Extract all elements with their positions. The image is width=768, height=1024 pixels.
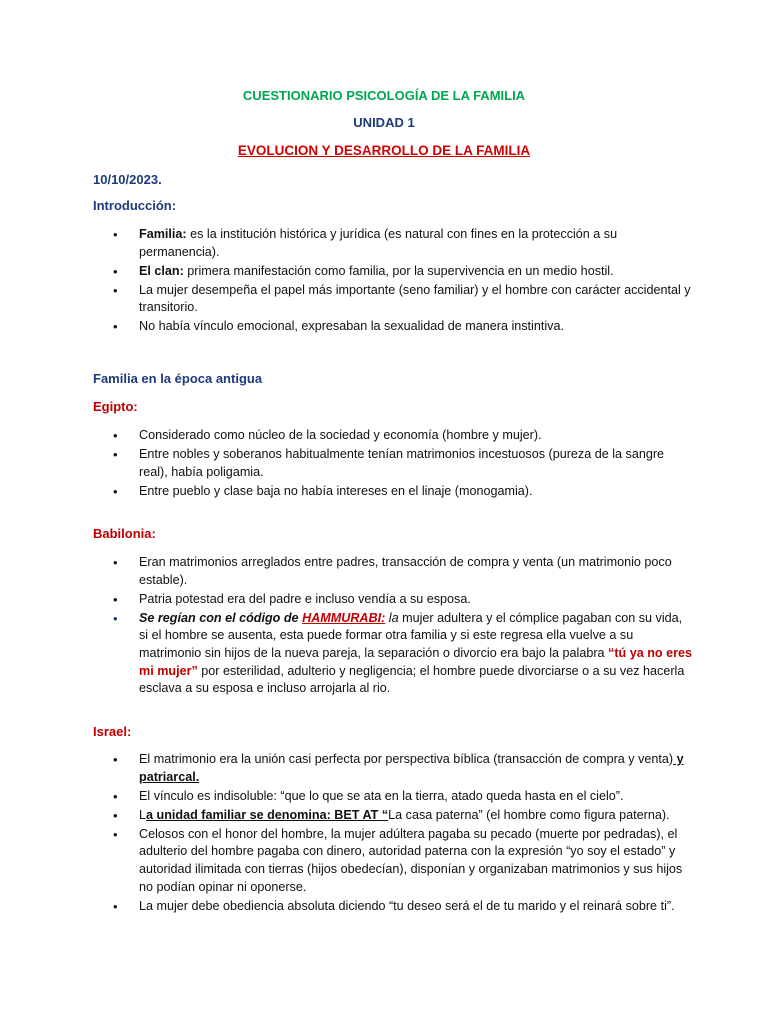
item-text: por esterilidad, adulterio y negligencia; el hombre puede divorciarse o a su vez hacerla esclava a su esposa e incluso arrojarla al rio. <box>139 663 685 696</box>
list-item <box>93 751 693 786</box>
egypt-heading: Egipto: <box>93 399 138 414</box>
code-prefix: Se regían con el código de <box>139 610 303 625</box>
item-text: L <box>139 807 147 822</box>
babylon-list <box>93 554 693 699</box>
item-text: La mujer desempeña el papel más importante (seno familiar) y el hombre con carácter accidental y transitorio. <box>139 282 691 315</box>
bet-at-label: a unidad familiar se denomina: BET AT “ <box>146 807 389 822</box>
list-item: • Eran matrimonios arreglados entre padres, transacción de compra y venta (un matrimonio poco estable). <box>93 554 693 589</box>
list-item: • Celosos con el honor del hombre, la mujer adúltera pagaba su pecado (muerte por pedradas), el adulterio del hombre pagaba con dinero, autoridad paterna con la expresión “yo soy el estado” y autoridad ilimitada con tierras (hijos obedecían), disponían y organizaban matrimonios y sus hijos no podían opinar ni oponerse. <box>93 826 693 896</box>
list-item: • Entre pueblo y clase baja no había intereses en el linaje (monogamia). <box>93 483 693 501</box>
egypt-list <box>93 427 693 502</box>
list-item <box>93 226 693 261</box>
list-item: • Entre nobles y soberanos habitualmente tenían matrimonios incestuosos (pureza de la sangre real), había poligamia. <box>93 446 693 481</box>
item-text: es la institución histórica y jurídica (es natural con fines en la protección a su permanencia). <box>139 227 618 259</box>
item-text: mujer adultera y el cómplice pagaban con su vida, si el hombre se ausenta, esta puede formar otra familia y si este regresa ella vuelve a su matrimonio sin hijos de la nueva pareja, la separación o divorcio era bajo la palabra <box>139 610 683 660</box>
hammurabi-label: HAMMURABI: <box>302 610 386 625</box>
list-item: • Patria potestad era del padre e incluso vendía a su esposa. <box>93 591 693 609</box>
list-item: • La mujer debe obediencia absoluta diciendo “tu deseo será el de tu marido y el reinará sobre ti”. <box>93 898 693 916</box>
list-item: • El vínculo es indisoluble: “que lo que se ata en la tierra, atado queda hasta en el cielo”. <box>93 788 693 806</box>
unit-label: UNIDAD 1 <box>353 115 415 130</box>
divorce-quote: “tú ya no eres mi mujer” <box>139 645 693 678</box>
israel-heading: Israel: <box>93 724 132 739</box>
term-label: Familia: <box>139 227 187 241</box>
term-label: El clan: <box>139 263 184 278</box>
document-title: CUESTIONARIO PSICOLOGÍA DE LA FAMILIA <box>242 88 526 103</box>
patriarcal-label: y patriarcal. <box>139 752 684 784</box>
babylon-heading: Babilonia: <box>93 526 156 541</box>
item-text: primera manifestación como familia, por la supervivencia en un medio hostil. <box>183 263 614 278</box>
list-item: • Considerado como núcleo de la sociedad y economía (hombre y mujer). <box>93 427 693 445</box>
item-text: No había vínculo emocional, expresaban la sexualidad de manera instintiva. <box>139 319 564 334</box>
intro-list <box>93 226 693 338</box>
section-subtitle: EVOLUCION Y DESARROLLO DE LA FAMILIA <box>237 143 531 158</box>
document-date: 10/10/2023. <box>93 172 162 187</box>
intro-heading: Introducción: <box>93 198 177 213</box>
list-item <box>93 318 693 336</box>
item-text: El matrimonio era la unión casi perfecta por perspectiva bíblica (transacción de compra y venta) <box>139 752 674 766</box>
list-item <box>93 282 693 317</box>
list-item <box>93 263 693 281</box>
ancient-heading: Familia en la época antigua <box>93 371 263 386</box>
list-item <box>93 807 693 825</box>
item-text: la <box>385 610 399 625</box>
israel-list <box>93 751 693 917</box>
item-text: La casa paterna” (el hombre como figura paterna). <box>388 807 670 822</box>
list-item-hammurabi <box>93 610 693 698</box>
